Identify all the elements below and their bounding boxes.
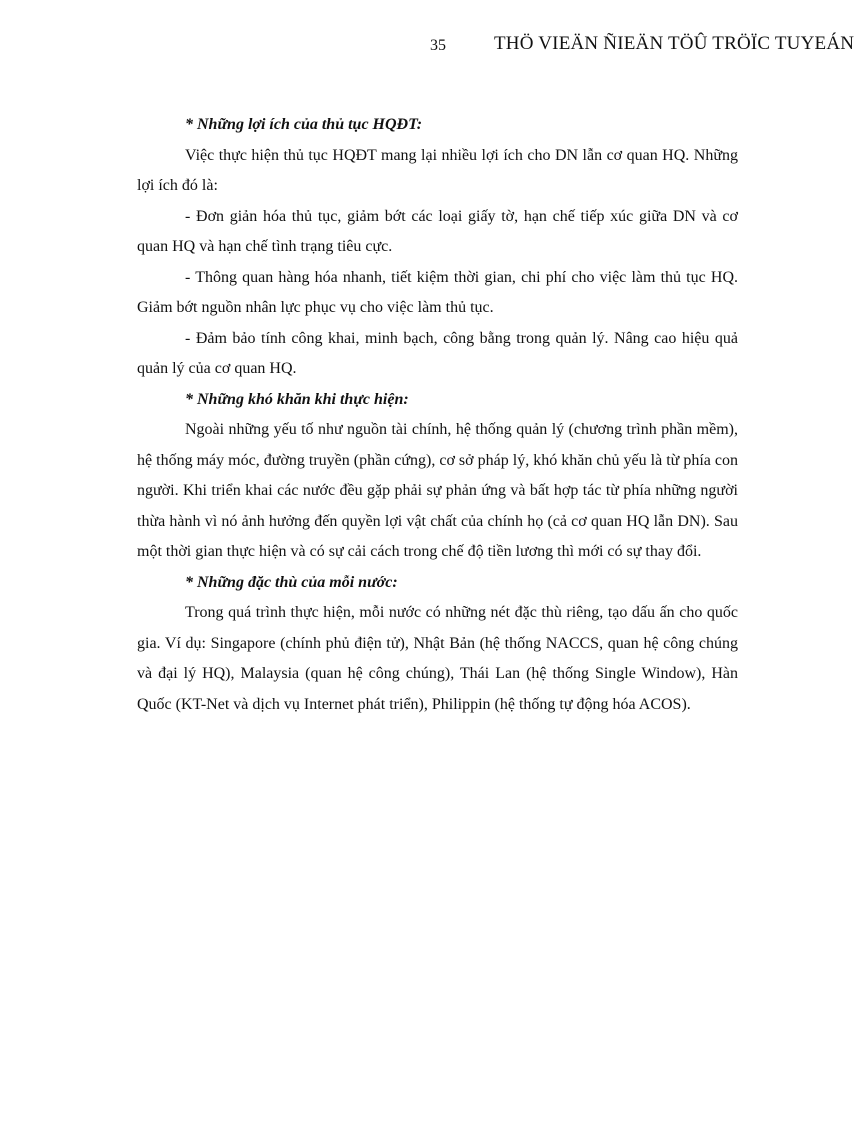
paragraph-difficulties: Ngoài những yếu tố như nguồn tài chính, hệ thống quản lý (chương trình phần mềm), hệ thống máy móc, đường truyền (phần cứng), cơ sở pháp lý, khó khăn chủ yếu là từ phía con người. Khi triển khai các nước đều gặp phải sự phản ứng và bất hợp tác từ phía những người thừa hành vì nó ảnh hưởng đến quyền lợi vật chất của chính họ (cả cơ quan HQ lẫn DN). Sau một thời gian thực hiện và có sự cải cách trong chế độ tiền lương thì mới có sự thay đổi. [137, 421, 738, 560]
section-heading-benefits: * Những lợi ích của thủ tục HQĐT: [185, 116, 423, 133]
paragraph-benefit-transparency: - Đảm bảo tính công khai, minh bạch, công bằng trong quản lý. Nâng cao hiệu quả quản lý của cơ quan HQ. [137, 329, 738, 377]
running-header-title: THÖ VIEÄN ÑIEÄN TÖÛ TRÖÏC TUYEÁN [494, 33, 854, 54]
section-heading-difficulties: * Những khó khăn khi thực hiện: [185, 390, 409, 408]
paragraph-benefits-intro: Việc thực hiện thủ tục HQĐT mang lại nhiều lợi ích cho DN lẫn cơ quan HQ. Những lợi ích đó là: [137, 146, 738, 194]
paragraph-benefit-clearance: - Thông quan hàng hóa nhanh, tiết kiệm thời gian, chi phí cho việc làm thủ tục HQ. Giảm bớt nguồn nhân lực phục vụ cho việc làm thủ tục. [137, 268, 738, 316]
paragraph-characteristics: Trong quá trình thực hiện, mỗi nước có những nét đặc thù riêng, tạo dấu ấn cho quốc gia. Ví dụ: Singapore (chính phủ điện tử), Nhật Bản (hệ thống NACCS, quan hệ công chúng và đại lý HQ), Malaysia (quan hệ công chúng), Thái Lan (hệ thống Single Window), Hàn Quốc (KT-Net và dịch vụ Internet phát triển), Philippin (hệ thống tự động hóa ACOS). [137, 604, 738, 713]
page-number: 35 [430, 37, 446, 54]
document-body [137, 110, 738, 720]
paragraph-benefit-simplify: - Đơn giản hóa thủ tục, giảm bớt các loại giấy tờ, hạn chế tiếp xúc giữa DN và cơ quan HQ và hạn chế tình trạng tiêu cực. [137, 207, 738, 255]
section-heading-characteristics: * Những đặc thù của mỗi nước: [185, 573, 398, 591]
